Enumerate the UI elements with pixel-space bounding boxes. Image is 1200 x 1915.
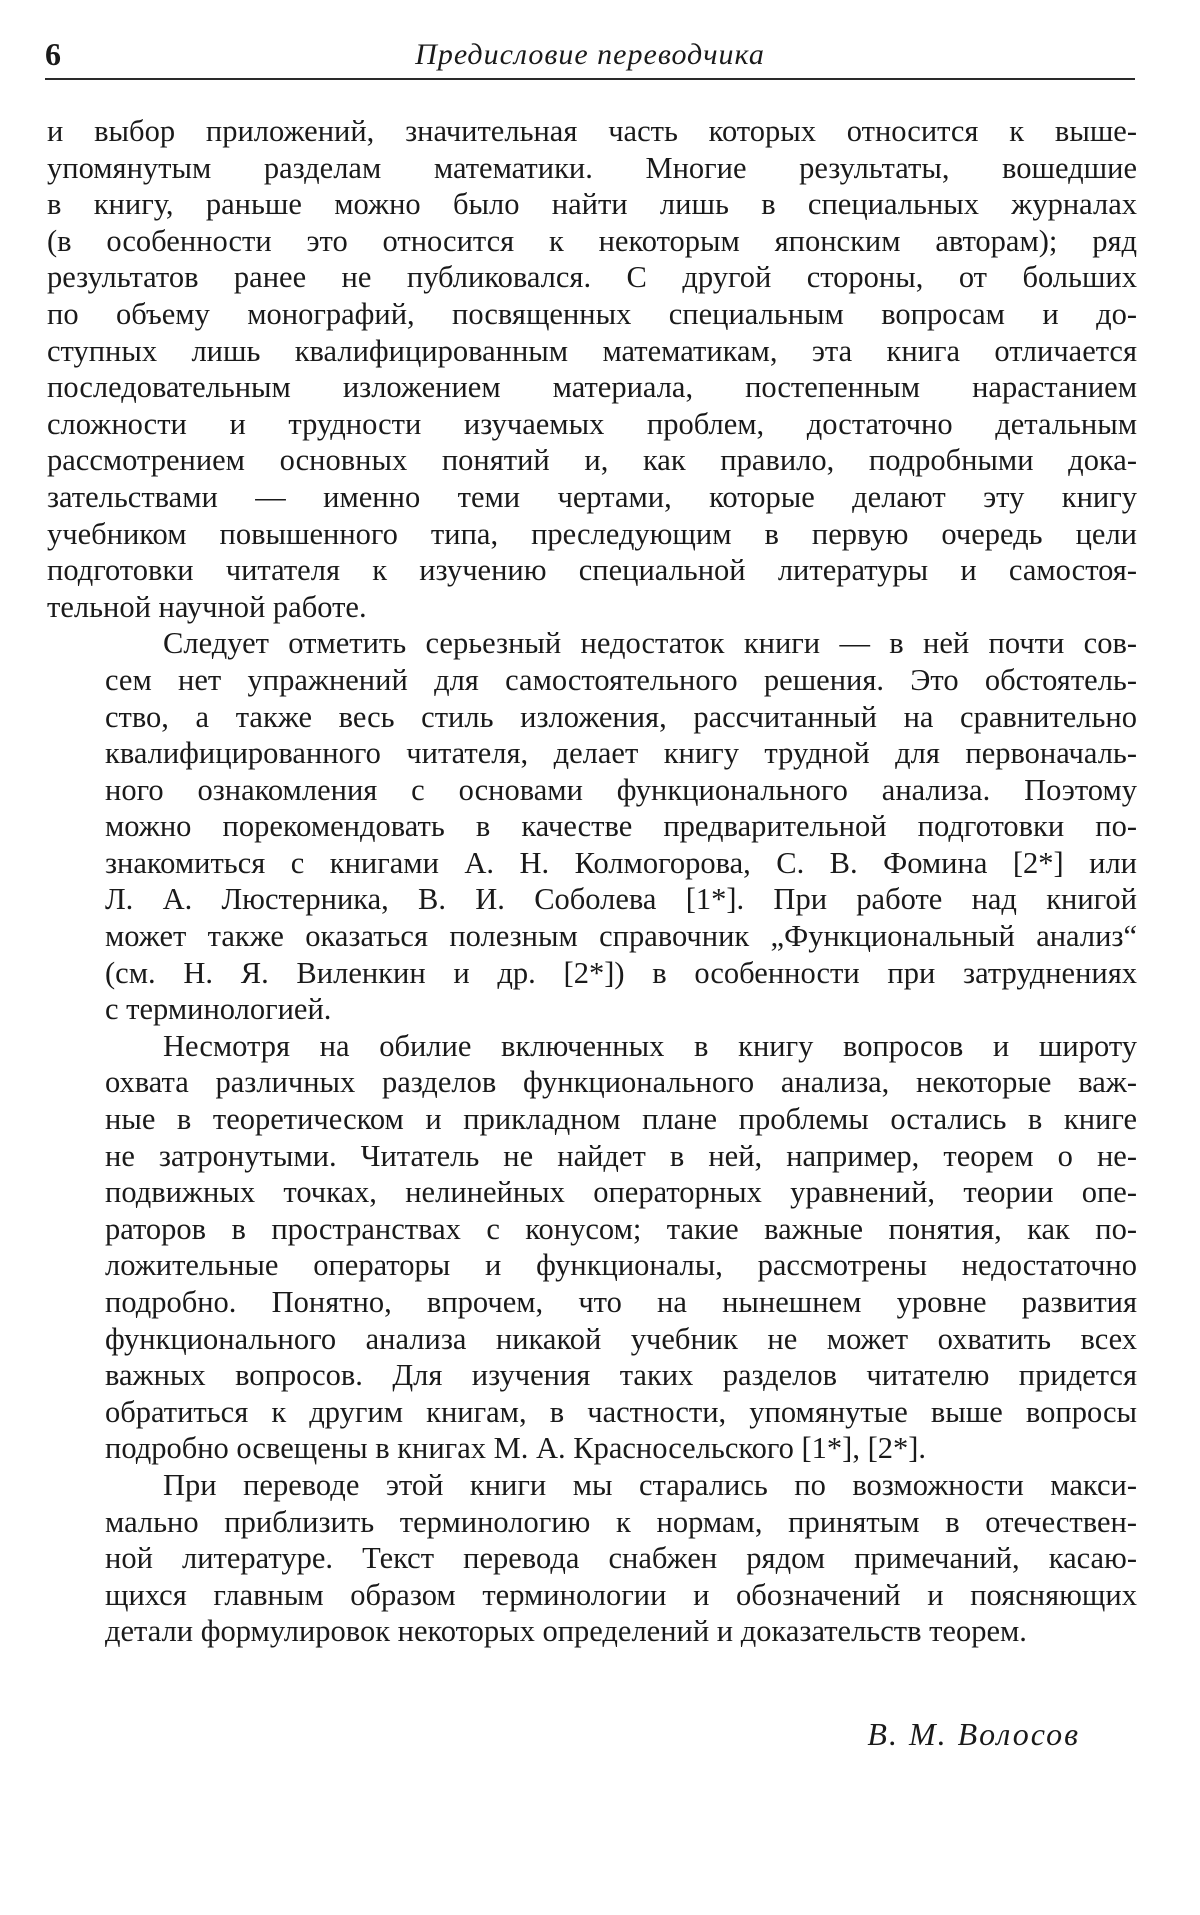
text-line: подвижных точках, нелинейных операторных уравнений, теории опе- [105, 1175, 1137, 1210]
text-line: При переводе этой книги мы старались по возможности макси- [163, 1467, 1137, 1502]
text-line: функционального анализа никакой учебник не может охватить всех [105, 1321, 1137, 1356]
text-line: может также оказаться полезным справочник „Функциональный анализ“ [105, 919, 1137, 954]
text-line: знакомиться с книгами А. Н. Колмогорова, С. В. Фомина [2*] или [105, 845, 1137, 880]
text-line: ной литературе. Текст перевода снабжен рядом примечаний, касаю- [105, 1541, 1137, 1576]
text-line: по объему монографий, посвященных специальным вопросам и до- [47, 296, 1137, 331]
text-line: ного ознакомления с основами функционального анализа. Поэтому [105, 772, 1137, 807]
text-line: ные в теоретическом и прикладном плане проблемы остались в книге [105, 1102, 1137, 1137]
body-text [47, 113, 1137, 1650]
text-line: мально приблизить терминологию к нормам, принятым в отечествен- [105, 1504, 1137, 1539]
text-line: подготовки читателя к изучению специальной литературы и самостоя- [47, 553, 1137, 588]
text-line: можно порекомендовать в качестве предварительной подготовки по- [105, 809, 1137, 844]
translator-signature: В. М. Волосов [867, 1716, 1080, 1752]
page-header [45, 28, 1135, 80]
text-line: детали формулировок некоторых определений и доказательств теорем. [105, 1614, 1027, 1649]
text-line: щихся главным образом терминологии и обозначений и поясняющих [105, 1577, 1137, 1612]
text-line: охвата различных разделов функционального анализа, некоторые важ- [105, 1065, 1137, 1100]
text-line: (см. Н. Я. Виленкин и др. [2*]) в особенности при затруднениях [105, 955, 1137, 990]
paragraph [47, 625, 1137, 1028]
text-line: не затронутыми. Читатель не найдет в ней, например, теорем о не- [105, 1138, 1137, 1173]
text-line: подробно освещены в книгах М. А. Красносельского [1*], [2*]. [105, 1431, 927, 1466]
text-line: квалифицированного читателя, делает книгу трудной для первоначаль- [105, 736, 1137, 771]
text-line: зательствами — именно теми чертами, которые делают эту книгу [47, 479, 1137, 514]
text-line: ство, а также весь стиль изложения, рассчитанный на сравнительно [105, 699, 1137, 734]
text-line: ложительные операторы и функционалы, рассмотрены недостаточно [105, 1248, 1137, 1283]
text-line: сем нет упражнений для самостоятельного решения. Это обстоятель- [105, 662, 1137, 697]
text-line: упомянутым разделам математики. Многие результаты, вошедшие [47, 150, 1137, 185]
text-line: подробно. Понятно, впрочем, что на нынешнем уровне развития [105, 1285, 1137, 1319]
running-title: Предисловие переводчика [415, 38, 765, 71]
text-line: Л. А. Люстерника, В. И. Соболева [1*]. При работе над книгой [105, 882, 1137, 917]
page-number: 6 [45, 36, 61, 72]
text-line: результатов ранее не публиковался. С другой стороны, от больших [47, 260, 1137, 295]
paragraph [47, 1028, 1137, 1467]
text-line: и выбор приложений, значительная часть которых относится к выше- [47, 114, 1137, 148]
text-line: тельной научной работе. [47, 589, 367, 624]
text-line: последовательным изложением материала, постепенным нарастанием [47, 370, 1137, 405]
text-line: ступных лишь квалифицированным математикам, эта книга отличается [47, 333, 1137, 368]
text-line: рассмотрением основных понятий и, как правило, подробными дока- [47, 443, 1137, 478]
text-line: обратиться к другим книгам, в частности, упомянутые выше вопросы [105, 1394, 1137, 1429]
text-line: важных вопросов. Для изучения таких разделов читателю придется [105, 1358, 1137, 1393]
text-line: Следует отметить серьезный недостаток книги — в ней почти сов- [163, 626, 1137, 661]
paragraph [47, 1467, 1137, 1650]
text-line: сложности и трудности изучаемых проблем, достаточно детальным [47, 406, 1137, 441]
text-line: в книгу, раньше можно было найти лишь в специальных журналах [47, 187, 1137, 222]
text-line: учебником повышенного типа, преследующим в первую очередь цели [47, 516, 1137, 551]
text-line: Несмотря на обилие включенных в книгу вопросов и широту [163, 1028, 1137, 1063]
text-line: (в особенности это относится к некоторым японским авторам); ряд [47, 223, 1137, 258]
paragraph [47, 113, 1137, 625]
text-line: с терминологией. [105, 992, 332, 1027]
text-line: раторов в пространствах с конусом; такие важные понятия, как по- [105, 1211, 1137, 1246]
